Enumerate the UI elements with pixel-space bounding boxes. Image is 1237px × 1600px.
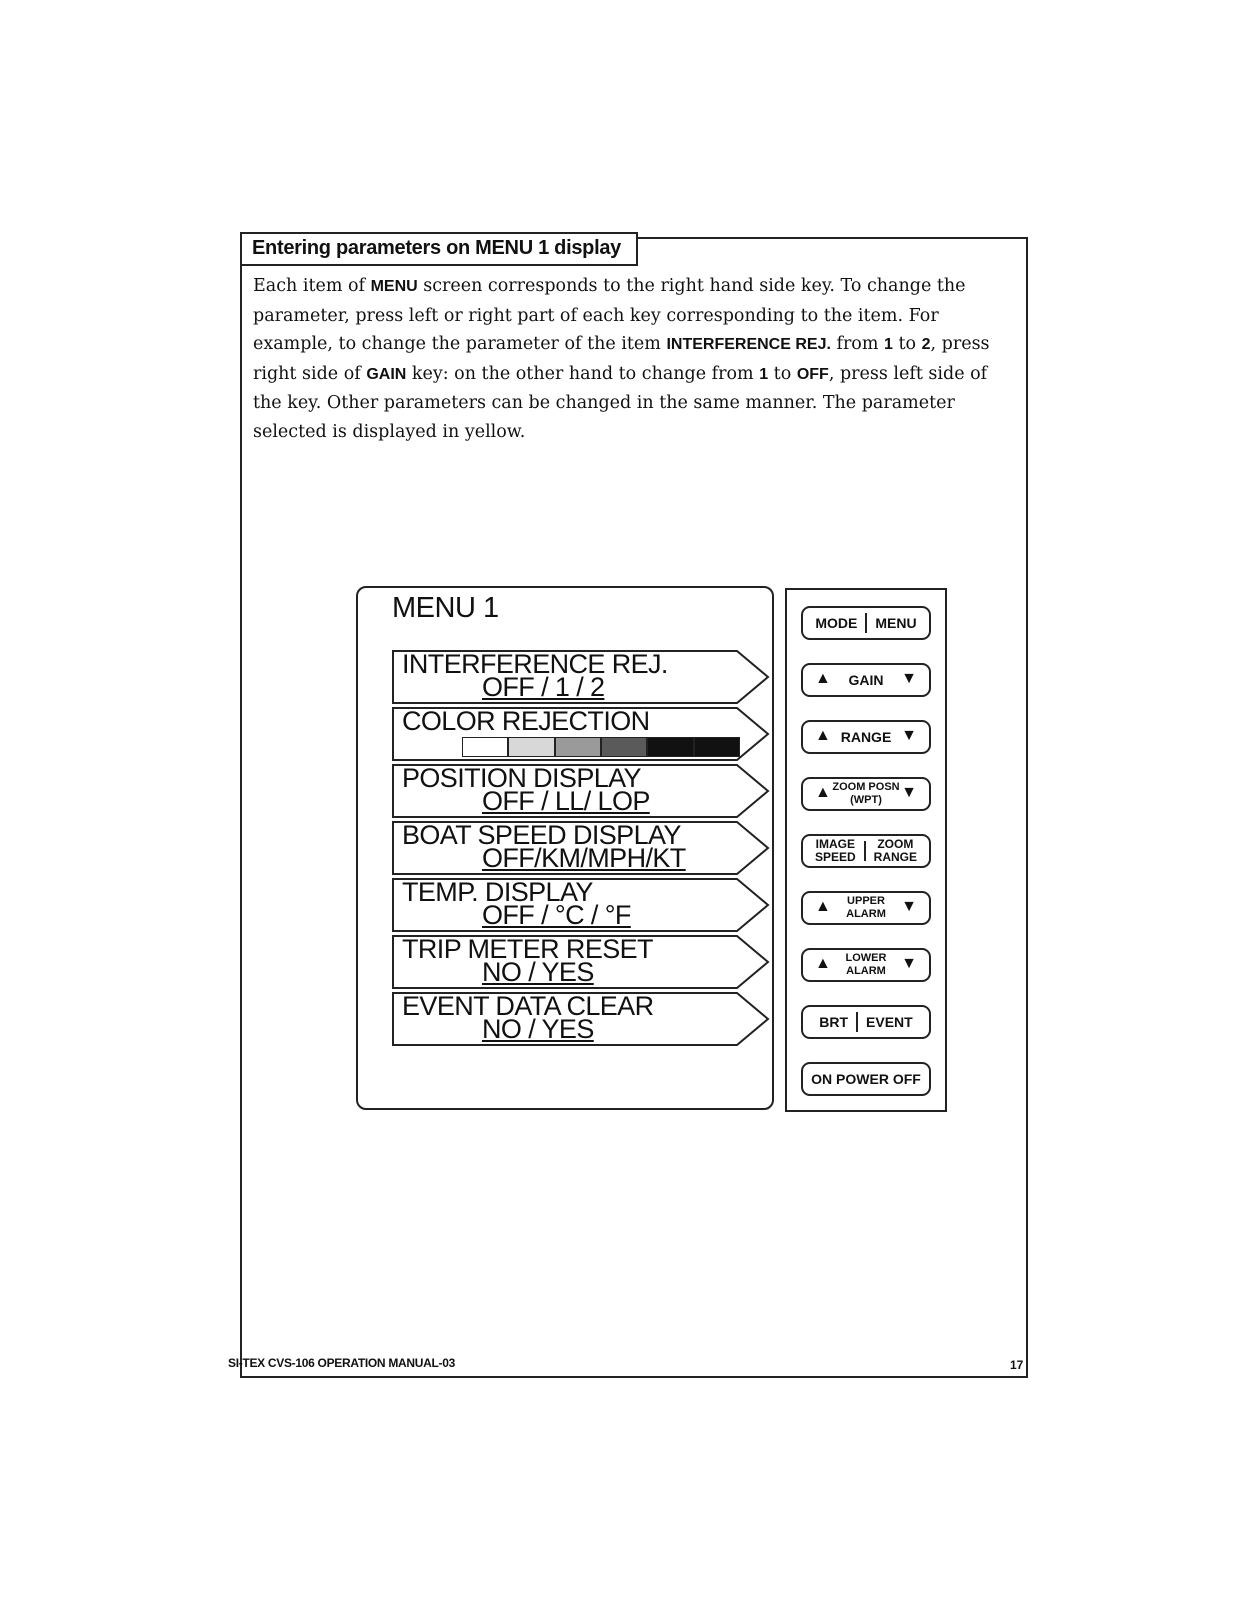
menu-item-options: OFF/KM/MPH/KT bbox=[482, 843, 686, 873]
zoom-text: ZOOM bbox=[877, 837, 914, 851]
intro-text: , press right side of bbox=[253, 334, 990, 384]
mode-key-label: MODE bbox=[815, 615, 858, 631]
down-triangle-icon: ▼ bbox=[901, 898, 917, 915]
intro-text: from bbox=[830, 334, 885, 354]
event-key-label: EVENT bbox=[866, 1014, 913, 1030]
intro-keyword: GAIN bbox=[366, 365, 407, 383]
menu-item-label: INTERFERENCE REJ. bbox=[402, 649, 668, 679]
intro-keyword: 2 bbox=[921, 336, 931, 353]
range-key-label: RANGE bbox=[840, 729, 892, 745]
alarm-text: ALARM bbox=[846, 965, 886, 977]
key-divider bbox=[864, 841, 866, 861]
intro-text: key: on the other hand to change from bbox=[406, 363, 760, 384]
intro-text: to bbox=[892, 334, 922, 354]
image-speed-label bbox=[815, 838, 856, 864]
down-triangle-icon: ▼ bbox=[901, 784, 917, 801]
menu-item-label: BOAT SPEED DISPLAY bbox=[402, 820, 681, 850]
key-divider bbox=[865, 613, 867, 633]
page-number: 17 bbox=[1010, 1358, 1024, 1372]
upper-alarm-key[interactable] bbox=[801, 891, 931, 925]
menu-item-options: OFF / 1 / 2 bbox=[482, 672, 605, 702]
menu-item-label: COLOR REJECTION bbox=[402, 706, 650, 736]
intro-text: to bbox=[768, 363, 797, 384]
gain-key[interactable] bbox=[801, 663, 931, 697]
menu-item-position-display[interactable] bbox=[392, 764, 770, 814]
up-triangle-icon: ▲ bbox=[815, 670, 831, 687]
section-heading: Entering parameters on MENU 1 display bbox=[252, 237, 621, 259]
intro-keyword: OFF bbox=[796, 365, 829, 383]
intro-keyword: MENU bbox=[370, 278, 418, 295]
lower-text: LOWER bbox=[845, 952, 887, 964]
range-text: RANGE bbox=[873, 850, 918, 864]
down-triangle-icon: ▼ bbox=[901, 727, 917, 744]
alarm-text: ALARM bbox=[846, 908, 886, 920]
menu-title: MENU 1 bbox=[392, 592, 499, 624]
menu-item-label: EVENT DATA CLEAR bbox=[402, 991, 654, 1021]
intro-keyword: 1 bbox=[759, 365, 769, 383]
upper-alarm-label bbox=[846, 895, 886, 921]
menu-screen bbox=[356, 586, 774, 1110]
menu-item-boat-speed-display[interactable] bbox=[392, 821, 770, 871]
intro-keyword: 1 bbox=[884, 336, 893, 353]
color-swatch bbox=[601, 737, 647, 757]
color-swatch bbox=[647, 737, 693, 757]
power-key[interactable] bbox=[801, 1062, 931, 1096]
down-triangle-icon: ▼ bbox=[901, 955, 917, 972]
upper-text: UPPER bbox=[847, 895, 885, 907]
image-text: IMAGE bbox=[815, 837, 855, 851]
mode-menu-key[interactable] bbox=[801, 606, 931, 640]
zoom-posn-key-label bbox=[832, 781, 899, 807]
menu-key-label: MENU bbox=[875, 615, 917, 631]
zoom-range-label bbox=[874, 838, 917, 864]
up-triangle-icon: ▲ bbox=[815, 955, 831, 972]
menu-item-interference-rej[interactable] bbox=[392, 650, 770, 700]
color-swatch bbox=[462, 737, 508, 757]
brt-key-label: BRT bbox=[819, 1014, 849, 1030]
intro-paragraph bbox=[253, 272, 1013, 446]
menu-item-options: NO / YES bbox=[482, 1014, 594, 1044]
menu-item-color-rejection[interactable] bbox=[392, 707, 770, 757]
up-triangle-icon: ▲ bbox=[815, 727, 831, 744]
menu-item-options: OFF / °C / °F bbox=[482, 900, 631, 930]
section-frame-top bbox=[638, 237, 1028, 239]
speed-text: SPEED bbox=[814, 850, 856, 864]
range-key[interactable] bbox=[801, 720, 931, 754]
menu-item-label: POSITION DISPLAY bbox=[402, 763, 641, 793]
menu-item-options: OFF / LL/ LOP bbox=[482, 786, 650, 816]
color-swatch bbox=[508, 737, 554, 757]
color-rejection-swatches bbox=[462, 737, 740, 757]
down-triangle-icon: ▼ bbox=[901, 670, 917, 687]
wpt-text: (WPT) bbox=[850, 794, 882, 806]
gain-key-label: GAIN bbox=[848, 672, 884, 688]
color-swatch bbox=[555, 737, 601, 757]
key-divider bbox=[856, 1012, 858, 1032]
key-panel bbox=[785, 588, 947, 1112]
intro-text: , press left side of the key. Other parameters can be changed in the same manner. The parameter selected is displayed in yellow. bbox=[253, 363, 988, 442]
zoom-posn-key[interactable] bbox=[801, 777, 931, 811]
lower-alarm-key[interactable] bbox=[801, 948, 931, 982]
menu-item-label: TEMP. DISPLAY bbox=[402, 877, 593, 907]
power-key-label: ON POWER OFF bbox=[811, 1071, 921, 1087]
up-triangle-icon: ▲ bbox=[815, 898, 831, 915]
brt-event-key[interactable] bbox=[801, 1005, 931, 1039]
footer-manual-title: SI-TEX CVS-106 OPERATION MANUAL-03 bbox=[228, 1356, 455, 1370]
intro-keyword: INTERFERENCE REJ. bbox=[666, 336, 831, 353]
up-triangle-icon: ▲ bbox=[815, 784, 831, 801]
menu-item-temp-display[interactable] bbox=[392, 878, 770, 928]
color-swatch bbox=[694, 737, 740, 757]
menu-item-event-data-clear[interactable] bbox=[392, 992, 770, 1042]
lower-alarm-label bbox=[846, 952, 887, 978]
image-speed-zoom-range-key[interactable] bbox=[801, 834, 931, 868]
section-heading-box bbox=[240, 232, 638, 266]
intro-text: Each item of bbox=[253, 276, 371, 296]
intro-text: screen corresponds to the right hand side key. To change the parameter, press left or right part of each key corresponding to the item. For example, to change the parameter of the item bbox=[253, 276, 966, 354]
menu-item-label: TRIP METER RESET bbox=[402, 934, 653, 964]
zoom-posn-text: ZOOM POSN bbox=[832, 781, 900, 793]
menu-item-options: NO / YES bbox=[482, 957, 594, 987]
menu-item-trip-meter-reset[interactable] bbox=[392, 935, 770, 985]
